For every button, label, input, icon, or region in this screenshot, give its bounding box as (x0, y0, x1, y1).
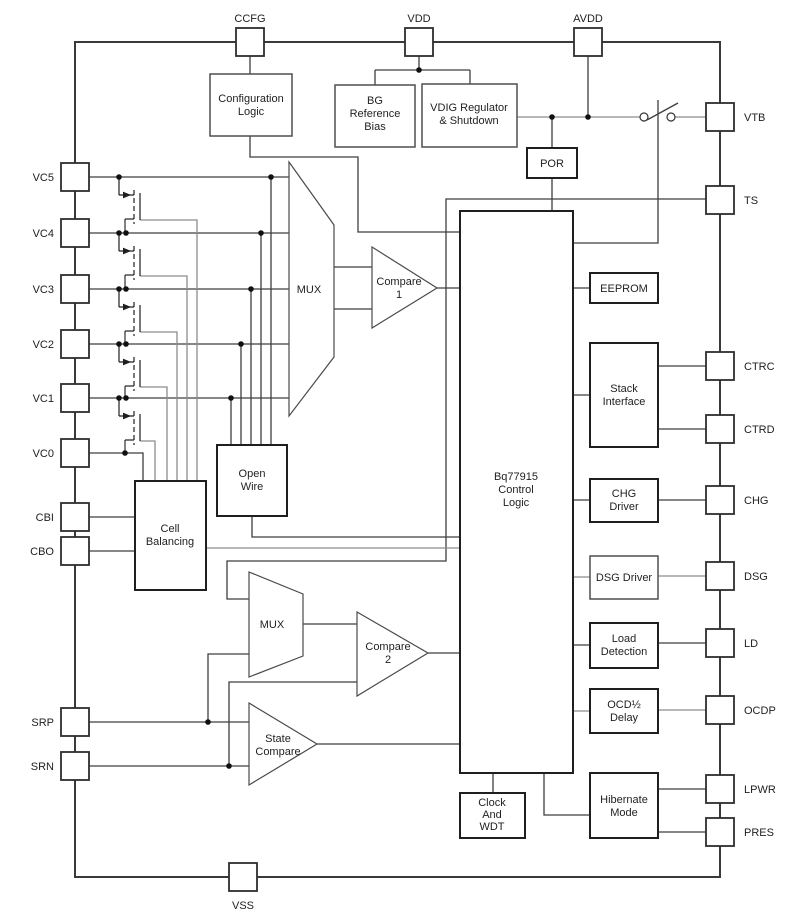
svg-text:Compare: Compare (255, 746, 301, 758)
svg-text:Reference: Reference (349, 108, 401, 120)
pin-ctrd-label: CTRD (744, 424, 775, 436)
svg-text:& Shutdown: & Shutdown (439, 115, 499, 127)
pin-avdd (574, 28, 602, 56)
pin-vc2 (61, 330, 89, 358)
cell-balancing-fets (119, 177, 140, 445)
pin-srn-label: SRN (30, 761, 54, 773)
wire-srp (88, 654, 249, 722)
pin-vtb (706, 103, 734, 131)
pin-vc3-label: VC3 (32, 284, 54, 296)
wire-control-stubs (573, 288, 590, 645)
pin-vc0 (61, 439, 89, 467)
pin-lpwr (706, 775, 734, 803)
load-detection-label: Load (611, 633, 637, 645)
svg-text:Driver: Driver (609, 501, 639, 513)
pin-ctrc-label: CTRC (744, 361, 775, 373)
wire-fet-gates (140, 220, 197, 481)
pin-vtb-label: VTB (744, 112, 766, 124)
pin-ld (706, 629, 734, 657)
pin-vc2-label: VC2 (32, 339, 54, 351)
compare2-label: Compare (365, 641, 411, 653)
wire-vc0 (88, 453, 143, 481)
open-wire-label: Open (238, 468, 266, 480)
pin-vc3 (61, 275, 89, 303)
switch-contact-right (667, 113, 675, 121)
pin-vdd-label: VDD (407, 13, 431, 25)
pin-ld-label: LD (744, 638, 759, 650)
pin-cbo (61, 537, 89, 565)
pin-pres (706, 818, 734, 846)
dsg-driver-label: DSG Driver (595, 572, 653, 584)
svg-text:Interface: Interface (602, 396, 646, 408)
chip-outline (75, 42, 720, 877)
wire-srn (88, 682, 357, 766)
svg-text:1: 1 (395, 289, 403, 301)
svg-text:And: And (482, 809, 502, 821)
wire-switch-control (573, 100, 658, 243)
mux2-label: MUX (259, 619, 285, 631)
wire-vdd-split (375, 56, 470, 85)
pin-ctrd (706, 415, 734, 443)
bg-reference-bias-label: BG (367, 95, 383, 107)
switch-contact-left (640, 113, 648, 121)
wire-control-hibernate (544, 773, 590, 815)
wire-vc3 (88, 289, 289, 445)
svg-text:Logic: Logic (237, 106, 265, 118)
wire-control-stubs-gray (573, 577, 590, 711)
pin-ctrc (706, 352, 734, 380)
wire-vc5 (88, 177, 289, 445)
stack-interface-label: Stack (610, 383, 638, 395)
pin-vc1 (61, 384, 89, 412)
pin-dsg-label: DSG (744, 571, 768, 583)
svg-text:Detection: Detection (600, 646, 648, 658)
wire-mux1-outs (334, 267, 372, 309)
svg-text:Bias: Bias (364, 121, 386, 133)
pin-cbi (61, 503, 89, 531)
svg-text:Logic: Logic (502, 497, 530, 509)
wire-openwire-out (252, 516, 460, 537)
clock-wdt-label: Clock (478, 797, 506, 809)
ocd-delay-label: OCD½ (607, 699, 641, 711)
control-logic-label: Bq77915 (493, 471, 539, 483)
pin-vss-label: VSS (231, 900, 255, 912)
wire-cbi-cbo (88, 517, 135, 551)
svg-text:2: 2 (384, 654, 392, 666)
svg-text:Wire: Wire (240, 481, 264, 493)
wire-vc2 (88, 344, 289, 445)
pin-pres-label: PRES (744, 827, 774, 839)
mux1-label: MUX (296, 284, 322, 296)
pin-ts (706, 186, 734, 214)
pin-vc4-label: VC4 (32, 228, 54, 240)
pin-ccfg-label: CCFG (234, 13, 266, 25)
compare2-shape (357, 612, 428, 696)
pins (30, 13, 776, 912)
svg-text:Delay: Delay (609, 712, 639, 724)
svg-text:Control: Control (498, 484, 534, 496)
compare1-label: Compare (376, 276, 422, 288)
pin-dsg (706, 562, 734, 590)
blocks (135, 74, 658, 838)
wire-vc1 (88, 398, 289, 445)
pin-vc5 (61, 163, 89, 191)
pin-vc5-label: VC5 (32, 172, 54, 184)
pin-vc1-label: VC1 (32, 393, 54, 405)
state-compare-label: State (265, 733, 291, 745)
cell-balancing-label: Cell (160, 523, 180, 535)
pin-ccfg (236, 28, 264, 56)
pin-vss (229, 863, 257, 891)
pin-cbo-label: CBO (30, 546, 54, 558)
wire-vc4 (88, 233, 289, 445)
chg-driver-label: CHG (611, 488, 637, 500)
pin-srp (61, 708, 89, 736)
ocd-delay-block (590, 689, 658, 733)
pin-vc0-label: VC0 (32, 448, 54, 460)
wire-driver-pins (658, 366, 706, 832)
pin-chg-label: CHG (744, 495, 769, 507)
configuration-logic-block (210, 74, 292, 136)
pin-ts-label: TS (744, 195, 759, 207)
vdig-regulator-label: VDIG Regulator (430, 102, 508, 114)
configuration-logic-label: Configuration (218, 93, 284, 105)
svg-text:WDT: WDT (479, 821, 505, 833)
pin-cbi-label: CBI (35, 512, 54, 524)
hibernate-mode-label: Hibernate (600, 794, 648, 806)
svg-text:Mode: Mode (610, 807, 638, 819)
pin-srn (61, 752, 89, 780)
wire-config-to-control (250, 136, 460, 232)
pin-ocdp (706, 696, 734, 724)
pin-vdd (405, 28, 433, 56)
pin-ocdp-label: OCDP (744, 705, 776, 717)
stack-interface-block (590, 343, 658, 447)
pin-lpwr-label: LPWR (744, 784, 776, 796)
pin-vc4 (61, 219, 89, 247)
pin-avdd-label: AVDD (573, 13, 603, 25)
por-label: POR (540, 158, 564, 170)
svg-text:Balancing: Balancing (145, 536, 195, 548)
pin-chg (706, 486, 734, 514)
eeprom-label: EEPROM (600, 283, 648, 295)
pin-srp-label: SRP (31, 717, 54, 729)
